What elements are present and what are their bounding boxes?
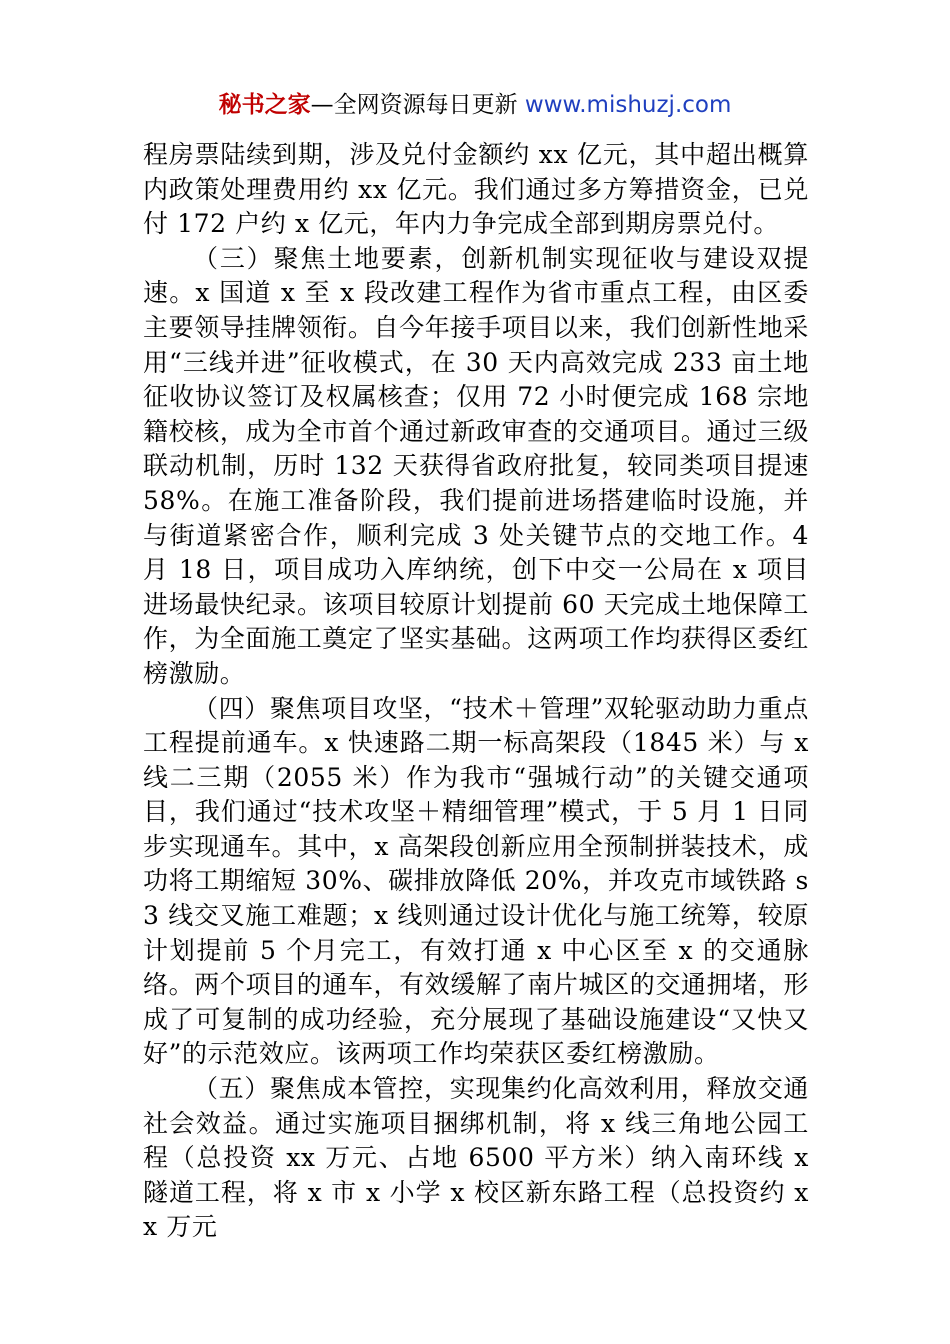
brand-name: 秘书之家 bbox=[218, 92, 311, 118]
paragraph-section-5: （五）聚焦成本管控，实现集约化高效利用，释放交通社会效益。通过实施项目捆绑机制，将 x 线三角地公园工程（总投资 xx 万元、占地 6500 平方米）纳入南环线 x 隧道工程，将 x 市 x 小学 x 校区新东路工程（总投资约 xx 万元 bbox=[143, 1074, 809, 1242]
site-tagline: —全网资源每日更新 bbox=[310, 92, 525, 118]
document-body bbox=[143, 138, 809, 1245]
site-url-link[interactable]: www.mishuzj.com bbox=[524, 92, 732, 118]
paragraph-continued: 程房票陆续到期，涉及兑付金额约 xx 亿元，其中超出概算内政策处理费用约 xx 亿元。我们通过多方筹措资金，已兑付 172 户约 x 亿元，年内力争完成全部到期房票兑付。 bbox=[143, 140, 809, 239]
paragraph-section-3: （三）聚焦土地要素，创新机制实现征收与建设双提速。x 国道 x 至 x 段改建工程作为省市重点工程，由区委主要领导挂牌领衔。自今年接手项目以来，我们创新性地采用“三线并进”征收模式，在 30 天内高效完成 233 亩土地征收协议签订及权属核查；仅用 72 小时便完成 168 宗地籍校核，成为全市首个通过新政审查的交通项目。通过三级联动机制，历时 132 天获得省政府批复，较同类项目提速 58%。在施工准备阶段，我们提前进场搭建临时设施，并与街道紧密合作，顺利完成 3 处关键节点的交地工作。4 月 18 日，项目成功入库纳统，创下中交一公局在 x 项目进场最快纪录。该项目较原计划提前 60 天完成土地保障工作，为全面施工奠定了坚实基础。这两项工作均获得区委红榜激励。 bbox=[143, 243, 809, 688]
paragraph-section-4: （四）聚焦项目攻坚，“技术＋管理”双轮驱动助力重点工程提前通车。x 快速路二期一标高架段（1845 米）与 x 线二三期（2055 米）作为我市“强城行动”的关键交通项目，我们通过“技术攻坚＋精细管理”模式，于 5 月 1 日同步实现通车。其中，x 高架段创新应用全预制拼装技术，成功将工期缩短 30%、碳排放降低 20%，并攻克市域铁路 s3 线交叉施工难题；x 线则通过设计优化与施工统筹，较原计划提前 5 个月完工，有效打通 x 中心区至 x 的交通脉络。两个项目的通车，有效缓解了南片城区的交通拥堵，形成了可复制的成功经验，充分展现了基础设施建设“又快又好”的示范效应。该两项工作均荣获区委红榜激励。 bbox=[143, 693, 809, 1069]
site-header bbox=[0, 88, 950, 122]
